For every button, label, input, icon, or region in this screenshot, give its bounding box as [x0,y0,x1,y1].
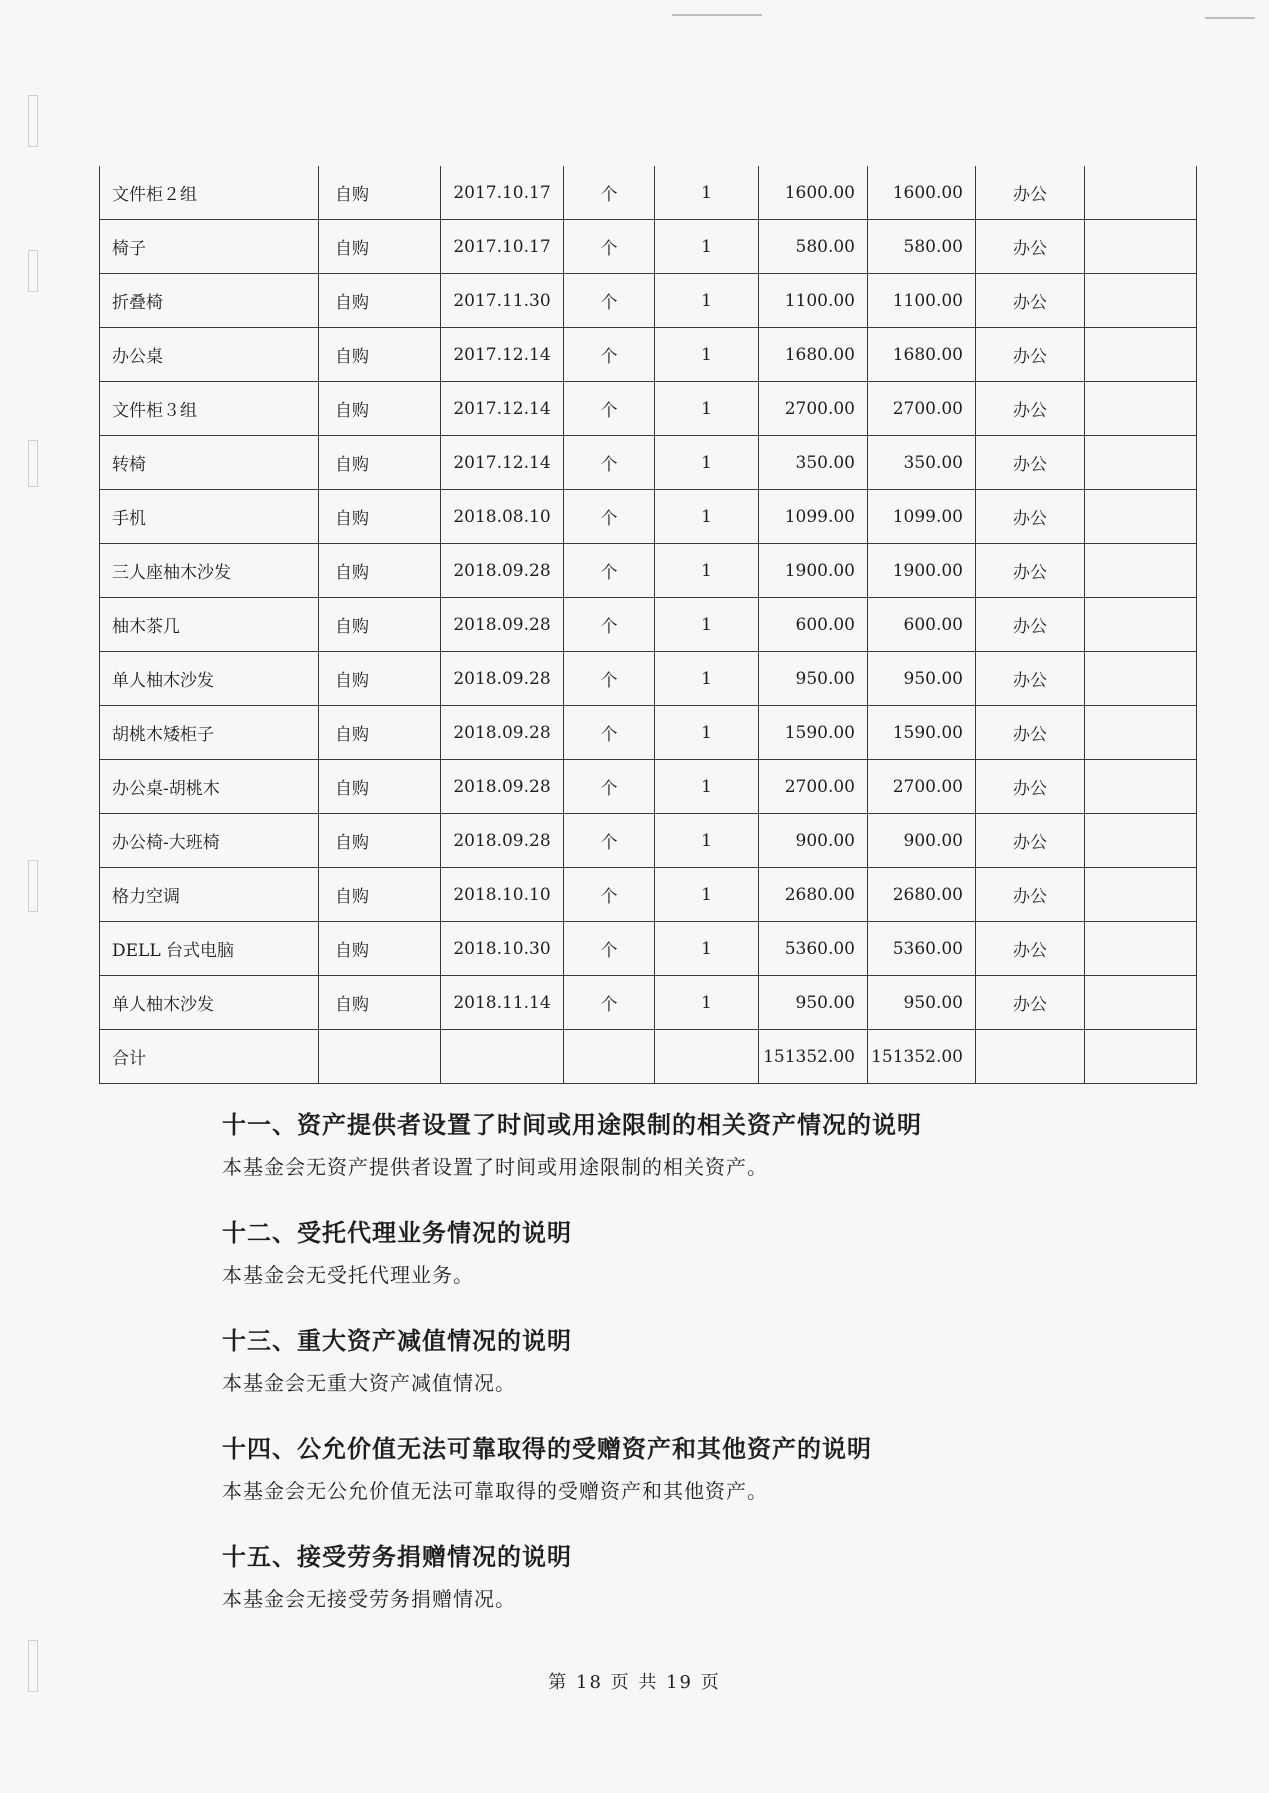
unit-cell: 个 [564,544,655,598]
binding-mark [28,250,38,292]
table-row [100,814,1197,868]
table-row [100,328,1197,382]
quantity-cell: 1 [655,598,759,652]
section-heading: 十四、公允价值无法可靠取得的受赠资产和其他资产的说明 [222,1434,872,1463]
section-heading: 十二、受托代理业务情况的说明 [222,1218,572,1247]
asset-name-cell: 三人座柚木沙发 [100,544,319,598]
acquisition-date-cell: 2017.12.14 [441,436,564,490]
note-cell [1085,922,1197,976]
usage-cell: 办公 [976,598,1085,652]
quantity-cell: 1 [655,760,759,814]
unit-price-cell: 950.00 [759,652,868,706]
section-body: 本基金会无接受劳务捐赠情况。 [222,1587,516,1611]
table-row [100,760,1197,814]
note-cell [1085,382,1197,436]
acquisition-date-cell: 2018.09.28 [441,814,564,868]
asset-name-cell: 椅子 [100,220,319,274]
unit-cell: 个 [564,706,655,760]
acquisition-source-cell: 自购 [319,976,441,1030]
usage-cell: 办公 [976,652,1085,706]
acquisition-date-cell: 2017.12.14 [441,382,564,436]
quantity-cell: 1 [655,328,759,382]
unit-cell: 个 [564,976,655,1030]
asset-name-cell: DELL 台式电脑 [100,922,319,976]
note-section [222,1105,1122,1189]
asset-name-cell: 办公椅-大班椅 [100,814,319,868]
usage-cell: 办公 [976,814,1085,868]
amount-cell: 2680.00 [868,868,976,922]
note-cell [1085,598,1197,652]
unit-price-cell: 950.00 [759,976,868,1030]
notes-sections [222,1105,1122,1645]
acquisition-date-cell: 2017.10.17 [441,166,564,220]
acquisition-source-cell: 自购 [319,382,441,436]
asset-name-cell: 办公桌 [100,328,319,382]
usage-cell: 办公 [976,166,1085,220]
binding-mark [28,440,38,487]
amount-cell: 1680.00 [868,328,976,382]
acquisition-source-cell: 自购 [319,706,441,760]
unit-price-cell: 2680.00 [759,868,868,922]
unit-cell: 个 [564,814,655,868]
section-body: 本基金会无重大资产减值情况。 [222,1371,516,1395]
note-cell [1085,328,1197,382]
asset-name-cell: 转椅 [100,436,319,490]
table-row [100,490,1197,544]
unit-cell: 个 [564,382,655,436]
quantity-cell: 1 [655,436,759,490]
acquisition-source-cell: 自购 [319,220,441,274]
amount-cell: 900.00 [868,814,976,868]
note-cell [1085,436,1197,490]
unit-cell: 个 [564,652,655,706]
quantity-cell: 1 [655,490,759,544]
amount-cell: 2700.00 [868,760,976,814]
table-row [100,922,1197,976]
usage-cell: 办公 [976,436,1085,490]
unit-cell: 个 [564,922,655,976]
unit-cell: 个 [564,220,655,274]
quantity-cell: 1 [655,166,759,220]
table-row [100,706,1197,760]
quantity-cell: 1 [655,922,759,976]
amount-cell: 350.00 [868,436,976,490]
note-cell [1085,490,1197,544]
usage-cell: 办公 [976,220,1085,274]
unit-cell: 个 [564,598,655,652]
empty-cell [1085,1030,1197,1084]
note-section [222,1537,1122,1621]
amount-cell: 2700.00 [868,382,976,436]
unit-cell: 个 [564,490,655,544]
table-row [100,868,1197,922]
note-section [222,1213,1122,1297]
amount-cell: 580.00 [868,220,976,274]
acquisition-date-cell: 2018.10.30 [441,922,564,976]
usage-cell: 办公 [976,490,1085,544]
section-heading: 十五、接受劳务捐赠情况的说明 [222,1542,572,1571]
usage-cell: 办公 [976,382,1085,436]
note-cell [1085,814,1197,868]
quantity-cell: 1 [655,220,759,274]
acquisition-date-cell: 2018.09.28 [441,652,564,706]
unit-price-cell: 5360.00 [759,922,868,976]
amount-cell: 1900.00 [868,544,976,598]
acquisition-date-cell: 2018.08.10 [441,490,564,544]
amount-cell: 5360.00 [868,922,976,976]
unit-price-cell: 1590.00 [759,706,868,760]
unit-cell: 个 [564,166,655,220]
acquisition-source-cell: 自购 [319,922,441,976]
page-number: 第 18 页 共 19 页 [548,1672,721,1693]
acquisition-source-cell: 自购 [319,868,441,922]
quantity-cell: 1 [655,382,759,436]
asset-name-cell: 柚木茶几 [100,598,319,652]
acquisition-source-cell: 自购 [319,652,441,706]
note-cell [1085,868,1197,922]
acquisition-date-cell: 2017.11.30 [441,274,564,328]
total-price-cell: 151352.00 [759,1030,868,1084]
acquisition-date-cell: 2018.11.14 [441,976,564,1030]
usage-cell: 办公 [976,922,1085,976]
acquisition-source-cell: 自购 [319,490,441,544]
acquisition-source-cell: 自购 [319,544,441,598]
unit-cell: 个 [564,868,655,922]
section-heading: 十三、重大资产减值情况的说明 [222,1326,572,1355]
total-label-cell: 合计 [100,1030,319,1084]
usage-cell: 办公 [976,760,1085,814]
note-cell [1085,760,1197,814]
acquisition-source-cell: 自购 [319,166,441,220]
asset-name-cell: 文件柜３组 [100,382,319,436]
binding-mark [28,95,38,147]
note-cell [1085,166,1197,220]
usage-cell: 办公 [976,868,1085,922]
quantity-cell: 1 [655,274,759,328]
section-body: 本基金会无公允价值无法可靠取得的受赠资产和其他资产。 [222,1479,768,1503]
section-body: 本基金会无资产提供者设置了时间或用途限制的相关资产。 [222,1155,768,1179]
total-amount-cell: 151352.00 [868,1030,976,1084]
asset-name-cell: 文件柜２组 [100,166,319,220]
amount-cell: 950.00 [868,976,976,1030]
acquisition-date-cell: 2018.09.28 [441,544,564,598]
acquisition-date-cell: 2018.09.28 [441,706,564,760]
note-section [222,1429,1122,1513]
empty-cell [655,1030,759,1084]
note-cell [1085,652,1197,706]
table-row [100,382,1197,436]
usage-cell: 办公 [976,544,1085,598]
scan-artifact-top [672,14,762,16]
empty-cell [976,1030,1085,1084]
total-row [100,1030,1197,1084]
acquisition-source-cell: 自购 [319,814,441,868]
unit-price-cell: 600.00 [759,598,868,652]
empty-cell [319,1030,441,1084]
asset-name-cell: 胡桃木矮柜子 [100,706,319,760]
quantity-cell: 1 [655,814,759,868]
asset-name-cell: 单人柚木沙发 [100,976,319,1030]
unit-price-cell: 1600.00 [759,166,868,220]
amount-cell: 950.00 [868,652,976,706]
asset-name-cell: 办公桌-胡桃木 [100,760,319,814]
unit-price-cell: 580.00 [759,220,868,274]
unit-cell: 个 [564,328,655,382]
section-body: 本基金会无受托代理业务。 [222,1263,474,1287]
acquisition-source-cell: 自购 [319,274,441,328]
acquisition-source-cell: 自购 [319,760,441,814]
unit-price-cell: 1900.00 [759,544,868,598]
asset-name-cell: 手机 [100,490,319,544]
quantity-cell: 1 [655,976,759,1030]
note-cell [1085,544,1197,598]
acquisition-source-cell: 自购 [319,436,441,490]
empty-cell [564,1030,655,1084]
usage-cell: 办公 [976,976,1085,1030]
table-row [100,652,1197,706]
asset-name-cell: 折叠椅 [100,274,319,328]
table-row [100,166,1197,220]
note-cell [1085,274,1197,328]
amount-cell: 1100.00 [868,274,976,328]
note-section [222,1321,1122,1405]
unit-cell: 个 [564,760,655,814]
quantity-cell: 1 [655,706,759,760]
empty-cell [441,1030,564,1084]
table-row [100,436,1197,490]
table-row [100,598,1197,652]
quantity-cell: 1 [655,652,759,706]
acquisition-date-cell: 2017.12.14 [441,328,564,382]
scan-artifact-top-right [1205,17,1255,19]
asset-name-cell: 单人柚木沙发 [100,652,319,706]
table-row [100,544,1197,598]
table-body [100,166,1197,1084]
acquisition-date-cell: 2018.10.10 [441,868,564,922]
amount-cell: 1590.00 [868,706,976,760]
usage-cell: 办公 [976,706,1085,760]
asset-name-cell: 格力空调 [100,868,319,922]
note-cell [1085,706,1197,760]
acquisition-source-cell: 自购 [319,598,441,652]
unit-price-cell: 350.00 [759,436,868,490]
fixed-asset-table [99,166,1197,1084]
acquisition-source-cell: 自购 [319,328,441,382]
section-heading: 十一、资产提供者设置了时间或用途限制的相关资产情况的说明 [222,1110,922,1139]
note-cell [1085,220,1197,274]
unit-price-cell: 900.00 [759,814,868,868]
table-row [100,976,1197,1030]
quantity-cell: 1 [655,544,759,598]
usage-cell: 办公 [976,274,1085,328]
table-row [100,274,1197,328]
unit-cell: 个 [564,274,655,328]
unit-price-cell: 2700.00 [759,760,868,814]
unit-price-cell: 1099.00 [759,490,868,544]
amount-cell: 1600.00 [868,166,976,220]
unit-cell: 个 [564,436,655,490]
acquisition-date-cell: 2017.10.17 [441,220,564,274]
quantity-cell: 1 [655,868,759,922]
unit-price-cell: 1100.00 [759,274,868,328]
note-cell [1085,976,1197,1030]
table-row [100,220,1197,274]
acquisition-date-cell: 2018.09.28 [441,760,564,814]
binding-mark [28,860,38,912]
amount-cell: 600.00 [868,598,976,652]
usage-cell: 办公 [976,328,1085,382]
acquisition-date-cell: 2018.09.28 [441,598,564,652]
unit-price-cell: 2700.00 [759,382,868,436]
unit-price-cell: 1680.00 [759,328,868,382]
amount-cell: 1099.00 [868,490,976,544]
